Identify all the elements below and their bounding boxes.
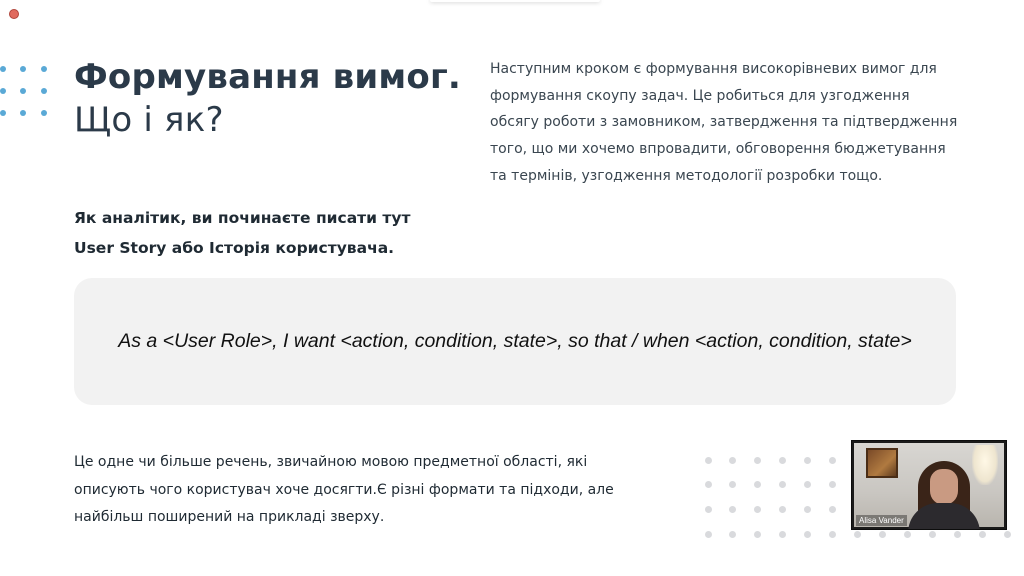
lamp-glow <box>972 445 998 485</box>
participant-name-label: Alisa Vander <box>856 515 907 526</box>
participant-face <box>930 469 958 505</box>
lead-text <box>74 203 474 263</box>
lead-line-2: User Story або Історія користувача. <box>74 239 395 257</box>
body-paragraph: Це одне чи більше речень, звичайною мовою предметної області, які описують чого користувач хоче досягти.Є різні формати та підходи, але найбільш поширений на прикладі зверху. <box>74 454 614 525</box>
top-toolbar-edge <box>430 0 600 2</box>
wall-painting <box>866 448 898 478</box>
recording-indicator-icon <box>9 9 19 19</box>
title-light: Що і як? <box>74 100 224 140</box>
participant-video-tile[interactable] <box>851 440 1007 530</box>
intro-paragraph: Наступним кроком є формування високорівневих вимог для формування скоупу задач. Це робиться для узгодження обсягу роботи з замовником, затвердження та підтвердження того, що ми хочемо впровадити, обговорення бюджетування та термінів, узгодження методології розробки тощо. <box>490 61 958 184</box>
user-story-template: As a <User Role>, I want <action, condition, state>, so that / when <action, condition, state> <box>118 330 912 352</box>
user-story-template-box <box>74 278 956 405</box>
slide-title <box>74 56 461 142</box>
title-bold: Формування вимог. <box>74 57 462 97</box>
lead-line-1: Як аналітик, ви починаєте писати тут <box>74 209 411 227</box>
